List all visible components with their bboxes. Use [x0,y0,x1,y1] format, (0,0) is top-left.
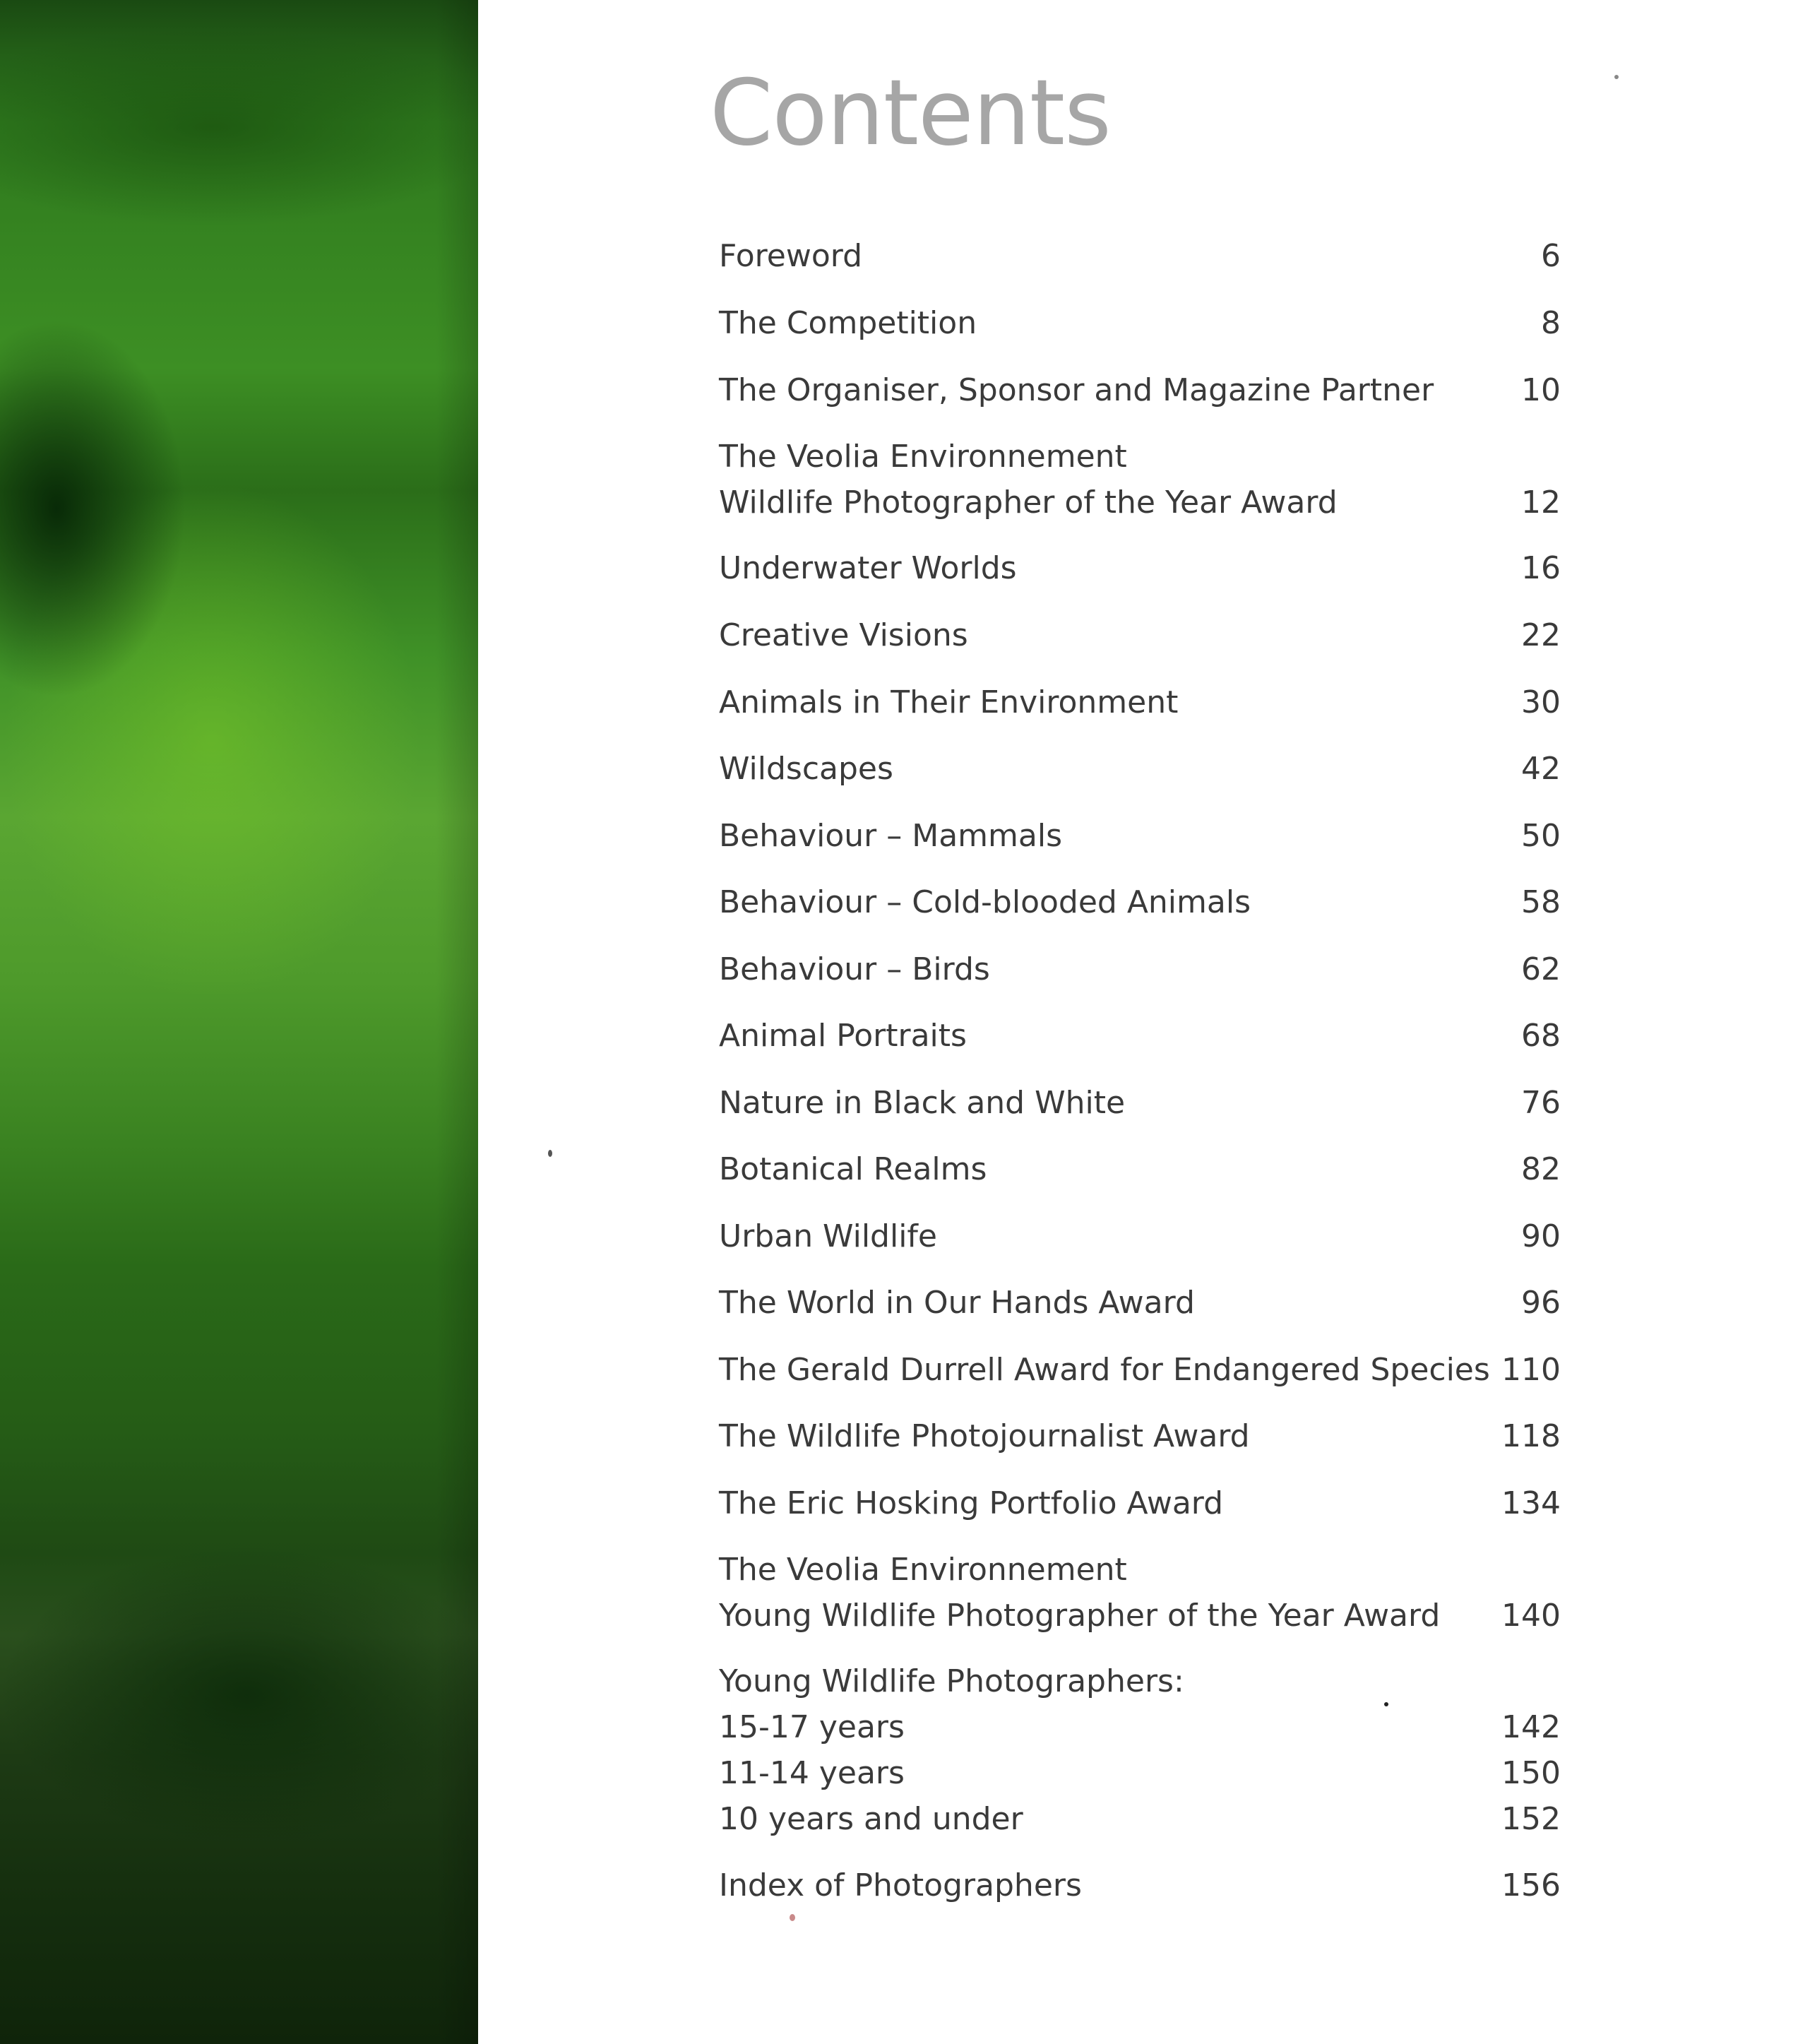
toc-entry-young-veolia-award [719,1547,1561,1639]
toc-entry-behaviour-cold-blooded [719,879,1561,925]
toc-entry-title: Creative Visions [719,617,968,653]
toc-line [719,746,1561,792]
toc-entry-eric-hosking [719,1480,1561,1526]
toc-entry-title: Foreword [719,238,863,274]
toc-entry-world-in-our-hands [719,1280,1561,1326]
toc-line [719,679,1561,725]
toc-entry-title: Wildscapes [719,751,893,787]
toc-line [719,1593,1561,1639]
toc-line [719,300,1561,346]
toc-entry-veolia-award [719,434,1561,525]
scan-speck [1384,1702,1388,1706]
toc-entry-title: Animal Portraits [719,1018,967,1054]
toc-entry-title: 10 years and under [719,1801,1023,1837]
toc-entry-title: The Organiser, Sponsor and Magazine Partner [719,372,1434,408]
toc-entry-title: The Wildlife Photojournalist Award [719,1418,1250,1454]
toc-page-number: 8 [1541,305,1561,341]
toc-page-number: 96 [1521,1285,1561,1321]
toc-entry-title: The World in Our Hands Award [719,1285,1195,1321]
toc-page-number: 50 [1521,818,1561,854]
toc-line [719,434,1561,480]
toc-entry-title: Underwater Worlds [719,550,1017,586]
toc-page-number: 58 [1521,884,1561,920]
toc-page-number: 140 [1501,1598,1561,1634]
toc-entry-title: Animals in Their Environment [719,684,1179,720]
toc-entry-urban-wildlife [719,1213,1561,1259]
toc-entry-title: The Eric Hosking Portfolio Award [719,1485,1224,1521]
toc-page-number: 90 [1521,1218,1561,1254]
toc-entry-photojournalist [719,1413,1561,1459]
toc-entry-wildscapes [719,746,1561,792]
toc-line [719,1862,1561,1908]
toc-line [719,612,1561,658]
toc-entry-title: Index of Photographers [719,1867,1082,1903]
toc-page-number: 62 [1521,951,1561,987]
toc-page-number: 152 [1501,1801,1561,1837]
toc-page-number: 12 [1521,485,1561,521]
toc-page-number: 76 [1521,1085,1561,1121]
toc-page-number: 30 [1521,684,1561,720]
scan-speck [1614,75,1619,79]
toc-line [719,1347,1561,1393]
toc-entry-underwater-worlds [719,545,1561,591]
toc-entry-title: 11-14 years [719,1755,905,1791]
toc-entry-foreword [719,233,1561,279]
green-photo-panel [0,0,478,2044]
toc-line [719,946,1561,992]
toc-line [719,1658,1561,1704]
toc-entry-title: Nature in Black and White [719,1085,1126,1121]
toc-entry-title: Behaviour – Birds [719,951,990,987]
toc-entry-title: Young Wildlife Photographers: [719,1663,1184,1699]
toc-line [719,1280,1561,1326]
toc-line [719,1080,1561,1126]
toc-page-number: 10 [1521,372,1561,408]
toc-entry-title: 15-17 years [719,1709,905,1745]
toc-page-number: 134 [1501,1485,1561,1521]
toc-page-number: 82 [1521,1151,1561,1187]
toc-entry-title: The Veolia Environnement [719,439,1127,475]
toc-line [719,1413,1561,1459]
toc-page-number: 150 [1501,1755,1561,1791]
toc-line [719,1547,1561,1593]
toc-line [719,480,1561,525]
toc-page-number: 6 [1541,238,1561,274]
toc-page-number: 42 [1521,751,1561,787]
toc-entry-animals-environment [719,679,1561,725]
toc-entry-young-photographers [719,1658,1561,1842]
toc-page-number: 156 [1501,1867,1561,1903]
toc-line [719,1796,1561,1842]
scan-speck [548,1150,552,1157]
toc-entry-title: The Veolia Environnement [719,1552,1127,1588]
toc-entry-title: Wildlife Photographer of the Year Award [719,485,1338,521]
toc-entry-gerald-durrell [719,1347,1561,1393]
toc-page-number: 22 [1521,617,1561,653]
toc-page-number: 110 [1501,1352,1561,1388]
toc-line [719,1750,1561,1796]
toc-entry-title: Behaviour – Cold-blooded Animals [719,884,1251,920]
toc-line [719,545,1561,591]
toc-line [719,879,1561,925]
toc-page-number: 142 [1501,1709,1561,1745]
toc-entry-animal-portraits [719,1013,1561,1059]
toc-page-number: 68 [1521,1018,1561,1054]
toc-entry-title: Young Wildlife Photographer of the Year Award [719,1598,1441,1634]
toc-line [719,813,1561,859]
toc-entry-title: The Competition [719,305,977,341]
toc-entry-index [719,1862,1561,1908]
toc-page-number: 118 [1501,1418,1561,1454]
toc-line [719,1213,1561,1259]
toc-entry-title: The Gerald Durrell Award for Endangered Species [719,1352,1490,1388]
toc-entry-behaviour-birds [719,946,1561,992]
toc-line [719,367,1561,413]
toc-entry-behaviour-mammals [719,813,1561,859]
toc-line [719,1013,1561,1059]
toc-line [719,1704,1561,1750]
toc-page-number: 16 [1521,550,1561,586]
toc-entry-title: Botanical Realms [719,1151,987,1187]
page-title: Contents [710,61,1111,166]
scan-speck [790,1914,795,1921]
toc-entry-black-and-white [719,1080,1561,1126]
toc-line [719,233,1561,279]
toc-line [719,1480,1561,1526]
toc-entry-title: Urban Wildlife [719,1218,937,1254]
toc-entry-creative-visions [719,612,1561,658]
toc-line [719,1146,1561,1192]
toc-entry-title: Behaviour – Mammals [719,818,1062,854]
toc-entry-botanical-realms [719,1146,1561,1192]
toc-entry-organiser [719,367,1561,413]
toc-entry-competition [719,300,1561,346]
